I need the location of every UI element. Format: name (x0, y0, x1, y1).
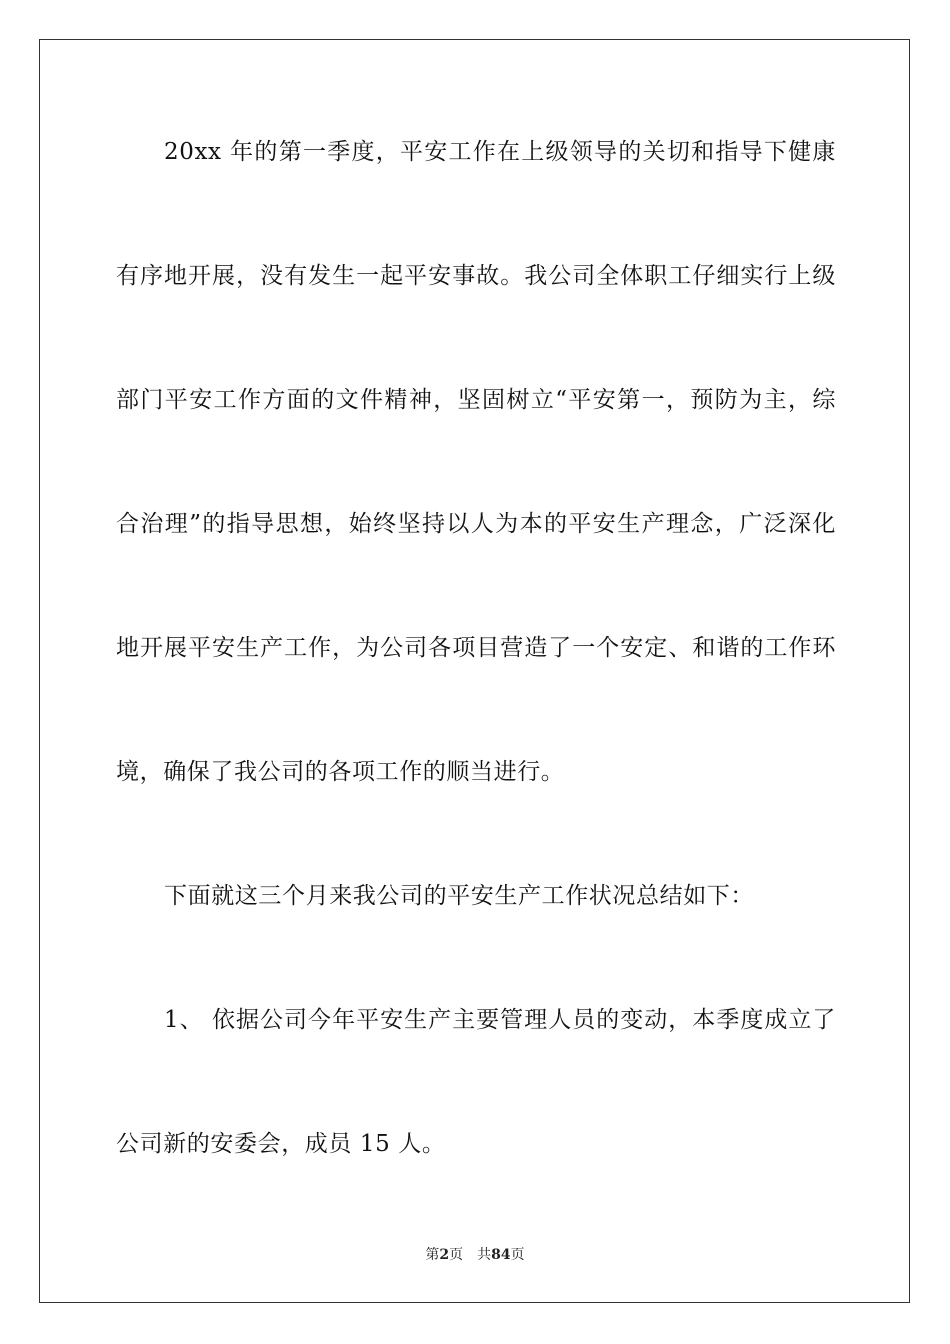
paragraph-1-line-6: 境，确保了我公司的各项工作的顺当进行。 (116, 759, 565, 785)
paragraph-1-line-1: 20xx 年的第一季度，平安工作在上级领导的关切和指导下健康 (164, 139, 836, 165)
paragraph-2-line-1: 下面就这三个月来我公司的平安生产工作状况总结如下： (164, 883, 754, 909)
footer-page-prefix: 第 (425, 1247, 440, 1263)
paragraph-1-line-3: 部门平安工作方面的文件精神，坚固树立“平安第一，预防为主，综 (116, 387, 836, 413)
footer-total-suffix: 页 (510, 1247, 525, 1263)
footer-page-suffix: 页 (449, 1247, 464, 1263)
footer-total-prefix: 共 (477, 1247, 492, 1263)
paragraph-1-line-5: 地开展平安生产工作，为公司各项目营造了一个安定、和谐的工作环 (116, 635, 836, 661)
paragraph-3-line-1: 1、 依据公司今年平安生产主要管理人员的变动，本季度成立了 (164, 1007, 836, 1033)
paragraph-1-line-2: 有序地开展，没有发生一起平安事故。我公司全体职工仔细实行上级 (116, 263, 836, 289)
page-footer (0, 1246, 950, 1264)
paragraph-1-line-4: 合治理”的指导思想，始终坚持以人为本的平安生产理念，广泛深化 (116, 511, 836, 537)
footer-page-number: 2 (439, 1247, 450, 1263)
page-border (39, 39, 910, 1303)
footer-total-pages: 84 (491, 1247, 511, 1263)
paragraph-3-line-2: 公司新的安委会，成员 15 人。 (116, 1131, 446, 1157)
